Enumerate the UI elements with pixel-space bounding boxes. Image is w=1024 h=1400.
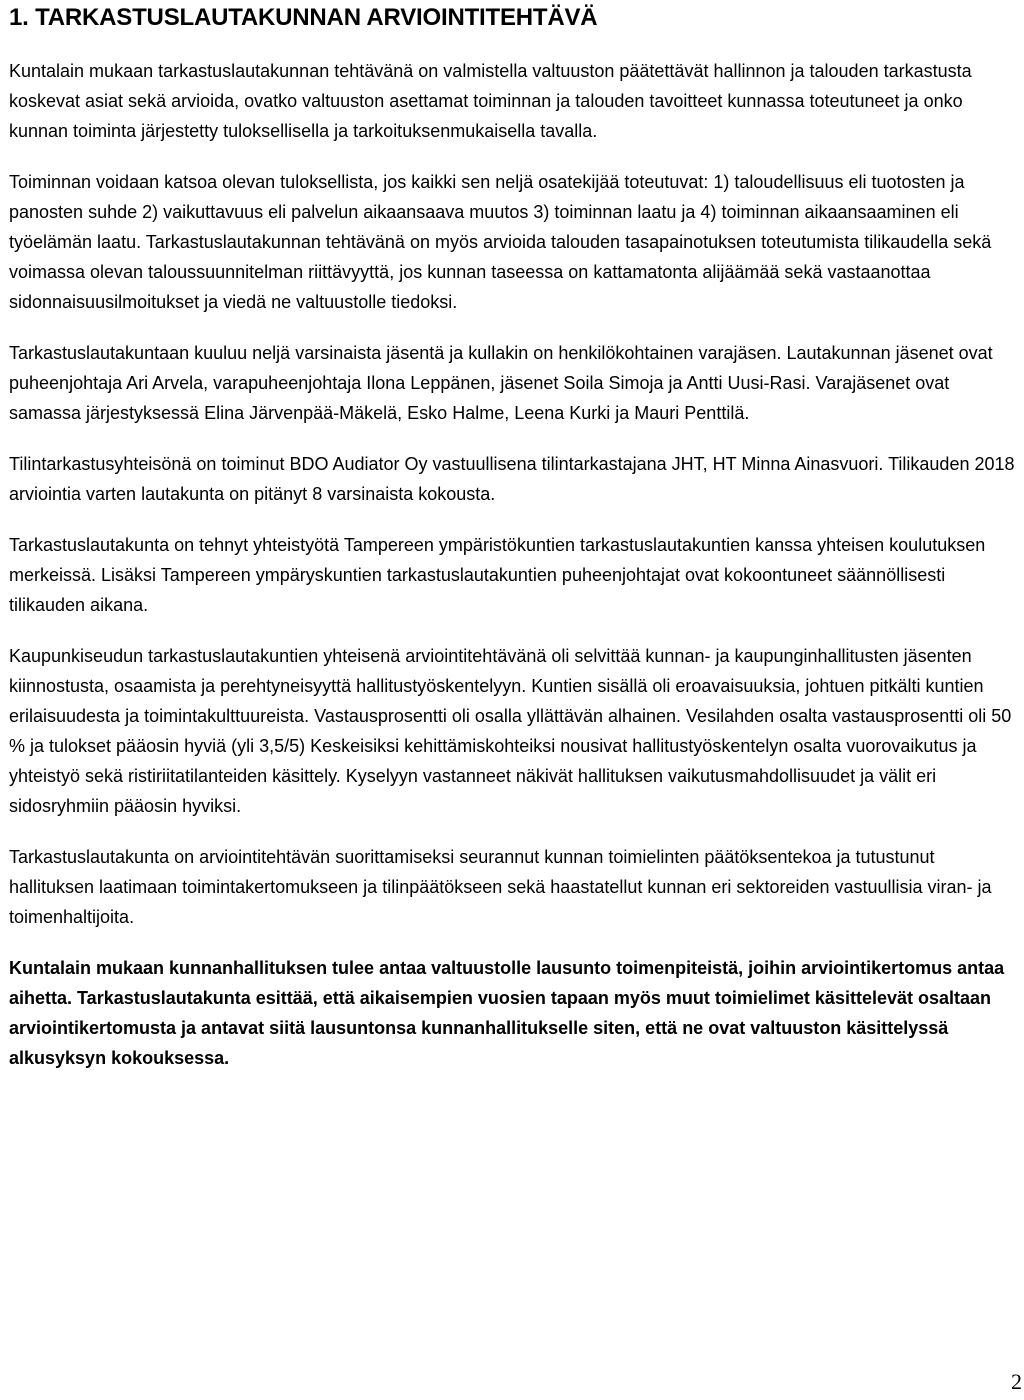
page-number: 2 [1011,1369,1022,1394]
document-page [9,4,1015,1094]
paragraph-survey: Kaupunkiseudun tarkastuslautakuntien yhteisenä arviointitehtävänä oli selvittää kunnan- ja kaupunginhallitusten jäsenten kiinnostusta, osaamista ja perehtyneisyyttä hallitustyöskentelyyn. Kuntien sisällä oli eroavaisuuksia, johtuen pitkälti kuntien erilaisuudesta ja toimintakulttuureista. Vastausprosentti oli osalla yllättävän alhainen. Vesilahden osalta vastausprosentti oli 50 % ja tulokset pääosin hyviä (yli 3,5/5) Keskeisiksi kehittämiskohteiksi nousivat hallitustyöskentelyn osalta vuorovaikutus ja yhteistyö sekä ristiriitatilanteiden käsittely. Kyselyyn vastanneet näkivät hallituksen vaikutusmahdollisuudet ja välit eri sidosryhmiin pääosin hyviksi. [9,646,1012,816]
paragraph-auditor: Tilintarkastusyhteisönä on toiminut BDO Audiator Oy vastuullisena tilintarkastajana JHT, HT Minna Ainasvuori. Tilikauden 2018 arviointia varten lautakunta on pitänyt 8 varsinaista kokousta. [9,454,1015,504]
paragraph-conclusion: Kuntalain mukaan kunnanhallituksen tulee antaa valtuustolle lausunto toimenpiteistä, joihin arviointikertomus antaa aihetta. Tarkastuslautakunta esittää, että aikaisempien vuosien tapaan myös muut toimielimet käsittelevät osaltaan arviointikertomusta ja antavat siitä lausuntonsa kunnanhallitukselle siten, että ne ovat valtuuston käsittelyssä alkusyksyn kokouksessa. [9,958,1005,1068]
paragraph-methods: Tarkastuslautakunta on arviointitehtävän suorittamiseksi seurannut kunnan toimielinten päätöksentekoa ja tutustunut hallituksen laatimaan toimintakertomukseen ja tilinpäätökseen sekä haastatellut kunnan eri sektoreiden vastuullisia viran- ja toimenhaltijoita. [9,847,992,927]
paragraph-effectiveness: Toiminnan voidaan katsoa olevan tuloksellista, jos kaikki sen neljä osatekijää toteutuvat: 1) taloudellisuus eli tuotosten ja panosten suhde 2) vaikuttavuus eli palvelun aikaansaava muutos 3) toiminnan laatu ja 4) toiminnan aikaansaaminen eli työelämän laatu. Tarkastuslautakunnan tehtävänä on myös arvioida talouden tasapainotuksen toteutumista tilikaudella sekä voimassa olevan taloussuunnitelman riittävyyttä, jos kunnan taseessa on kattamatonta alijäämää sekä vastaanottaa sidonnaisuusilmoitukset ja viedä ne valtuustolle tiedoksi. [9,172,992,312]
paragraph-cooperation: Tarkastuslautakunta on tehnyt yhteistyötä Tampereen ympäristökuntien tarkastuslautakuntien kanssa yhteisen koulutuksen merkeissä. Lisäksi Tampereen ympäryskuntien tarkastuslautakuntien puheenjohtajat ovat kokoontuneet säännöllisesti tilikauden aikana. [9,535,986,615]
paragraph-duties: Kuntalain mukaan tarkastuslautakunnan tehtävänä on valmistella valtuuston päätettävät hallinnon ja talouden tarkastusta koskevat asiat sekä arvioida, ovatko valtuuston asettamat toiminnan ja talouden tavoitteet kunnassa toteutuneet ja onko kunnan toiminta järjestetty tuloksellisella ja tarkoituksenmukaisella tavalla. [9,61,972,141]
paragraph-members: Tarkastuslautakuntaan kuuluu neljä varsinaista jäsentä ja kullakin on henkilökohtainen varajäsen. Lautakunnan jäsenet ovat puheenjohtaja Ari Arvela, varapuheenjohtaja Ilona Leppänen, jäsenet Soila Simoja ja Antti Uusi-Rasi. Varajäsenet ovat samassa järjestyksessä Elina Järvenpää-Mäkelä, Esko Halme, Leena Kurki ja Mauri Penttilä. [9,343,993,423]
section-heading: 1. TARKASTUSLAUTAKUNNAN ARVIOINTITEHTÄVÄ [9,4,598,31]
